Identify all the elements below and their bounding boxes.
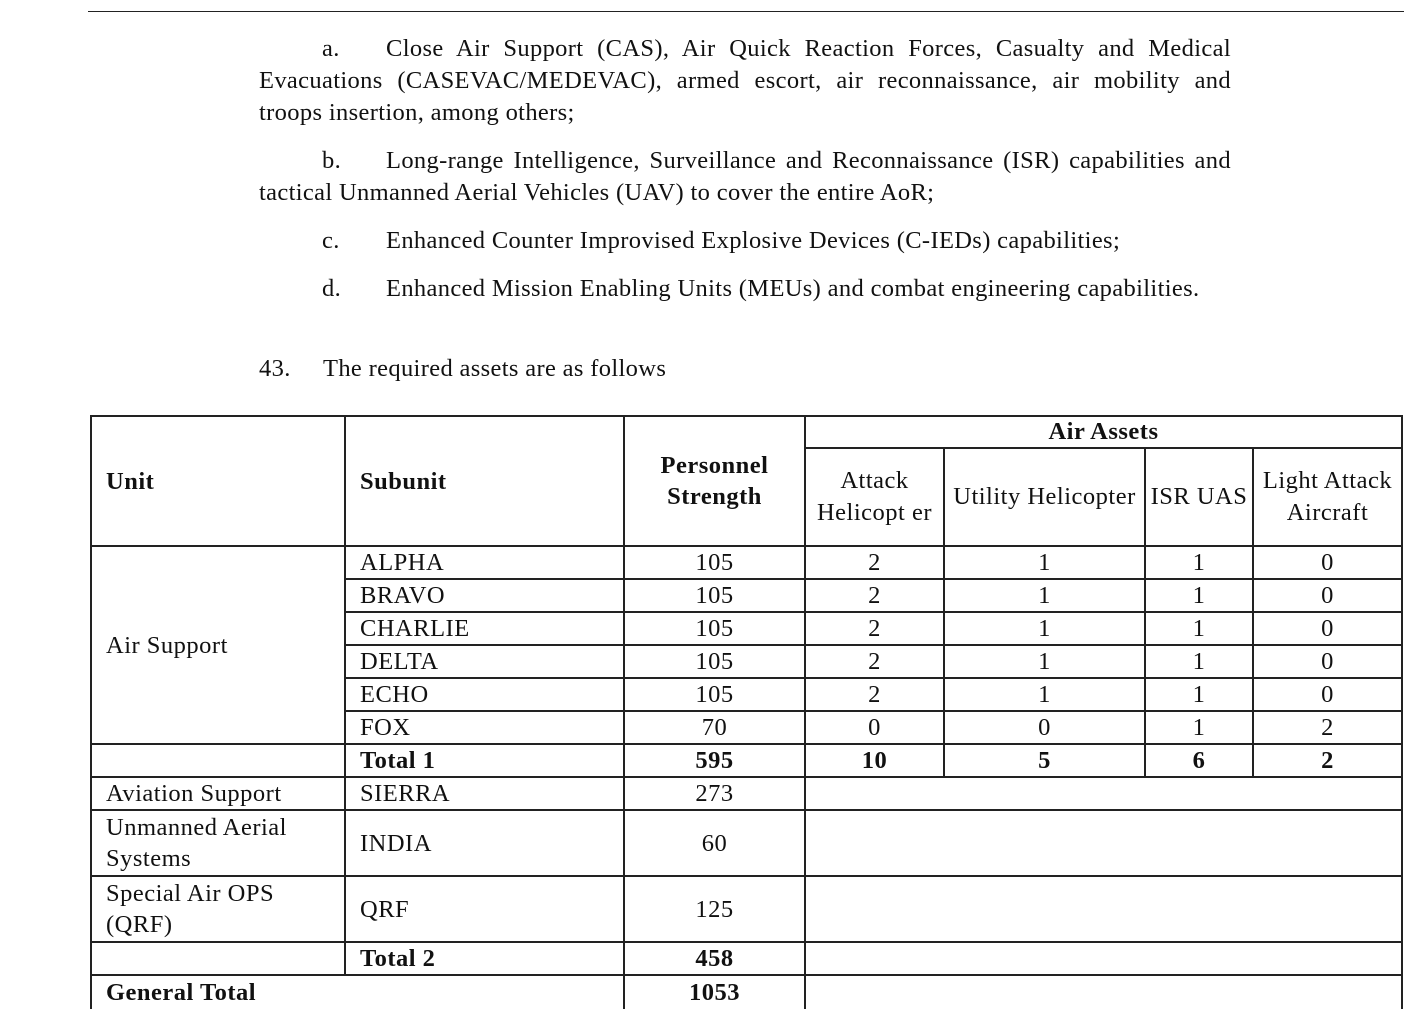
total-2-row bbox=[91, 942, 1402, 975]
personnel-cell: 105 bbox=[624, 612, 805, 645]
isr-uas-cell: 1 bbox=[1145, 645, 1253, 678]
table-row bbox=[91, 546, 1402, 579]
subunit-cell: ALPHA bbox=[345, 546, 624, 579]
paragraph-b bbox=[259, 145, 1231, 209]
empty-assets-cell bbox=[805, 777, 1402, 810]
isr-uas-cell: 1 bbox=[1145, 546, 1253, 579]
subunit-cell: BRAVO bbox=[345, 579, 624, 612]
total-1-utility-helicopter: 5 bbox=[944, 744, 1145, 777]
utility-helicopter-cell: 1 bbox=[944, 546, 1145, 579]
utility-helicopter-cell: 1 bbox=[944, 678, 1145, 711]
paragraph-43-text: The required assets are as follows bbox=[323, 355, 667, 382]
light-attack-cell: 2 bbox=[1253, 711, 1402, 744]
light-attack-cell: 0 bbox=[1253, 612, 1402, 645]
header-unit: Unit bbox=[91, 416, 345, 546]
personnel-cell: 105 bbox=[624, 678, 805, 711]
total-1-row bbox=[91, 744, 1402, 777]
empty-assets-cell bbox=[805, 942, 1402, 975]
personnel-cell: 70 bbox=[624, 711, 805, 744]
table-row bbox=[91, 876, 1402, 942]
empty-unit-cell bbox=[91, 942, 345, 975]
header-attack-helicopter: Attack Helicopt er bbox=[805, 448, 944, 546]
utility-helicopter-cell: 1 bbox=[944, 645, 1145, 678]
general-total-label: General Total bbox=[91, 975, 624, 1009]
subunit-cell: CHARLIE bbox=[345, 612, 624, 645]
empty-assets-cell bbox=[805, 810, 1402, 876]
total-2-personnel: 458 bbox=[624, 942, 805, 975]
header-personnel-strength: Personnel Strength bbox=[624, 416, 805, 546]
table-row bbox=[91, 777, 1402, 810]
empty-assets-cell bbox=[805, 876, 1402, 942]
paragraph-c bbox=[259, 225, 1231, 257]
paragraph-c-text: Enhanced Counter Improvised Explosive Devices (C-IEDs) capabilities; bbox=[386, 227, 1121, 254]
paragraph-d-text: Enhanced Mission Enabling Units (MEUs) and combat engineering capabilities. bbox=[386, 275, 1200, 302]
paragraph-b-label: b. bbox=[322, 147, 342, 174]
personnel-cell: 105 bbox=[624, 579, 805, 612]
subunit-cell: FOX bbox=[345, 711, 624, 744]
paragraph-d-label: d. bbox=[322, 275, 342, 302]
attack-helicopter-cell: 2 bbox=[805, 579, 944, 612]
subunit-cell: QRF bbox=[345, 876, 624, 942]
total-1-light-attack: 2 bbox=[1253, 744, 1402, 777]
paragraph-a-text: Close Air Support (CAS), Air Quick Reaction Forces, Casualty and Medical Evacuations (CASEVAC/MEDEVAC), armed escort, air reconnaissance, air mobility and troops insertion, among others; bbox=[259, 35, 1231, 126]
isr-uas-cell: 1 bbox=[1145, 579, 1253, 612]
personnel-cell: 105 bbox=[624, 546, 805, 579]
paragraph-43 bbox=[259, 353, 1231, 385]
header-light-attack-aircraft: Light Attack Aircraft bbox=[1253, 448, 1402, 546]
attack-helicopter-cell: 0 bbox=[805, 711, 944, 744]
subunit-cell: INDIA bbox=[345, 810, 624, 876]
light-attack-cell: 0 bbox=[1253, 579, 1402, 612]
attack-helicopter-cell: 2 bbox=[805, 678, 944, 711]
attack-helicopter-cell: 2 bbox=[805, 612, 944, 645]
general-total-personnel: 1053 bbox=[624, 975, 805, 1009]
total-1-personnel: 595 bbox=[624, 744, 805, 777]
total-2-label: Total 2 bbox=[345, 942, 624, 975]
empty-assets-cell bbox=[805, 975, 1402, 1009]
paragraph-c-label: c. bbox=[322, 227, 340, 254]
subunit-cell: DELTA bbox=[345, 645, 624, 678]
header-subunit: Subunit bbox=[345, 416, 624, 546]
total-1-isr-uas: 6 bbox=[1145, 744, 1253, 777]
personnel-cell: 60 bbox=[624, 810, 805, 876]
empty-unit-cell bbox=[91, 744, 345, 777]
light-attack-cell: 0 bbox=[1253, 546, 1402, 579]
attack-helicopter-cell: 2 bbox=[805, 546, 944, 579]
paragraph-b-text: Long-range Intelligence, Surveillance and Reconnaissance (ISR) capabilities and tactical Unmanned Aerial Vehicles (UAV) to cover the entire AoR; bbox=[259, 147, 1231, 206]
unit-cell: Unmanned Aerial Systems bbox=[91, 810, 345, 876]
personnel-cell: 273 bbox=[624, 777, 805, 810]
paragraph-a-label: a. bbox=[322, 35, 340, 62]
utility-helicopter-cell: 1 bbox=[944, 579, 1145, 612]
unit-air-support: Air Support bbox=[91, 546, 345, 744]
isr-uas-cell: 1 bbox=[1145, 612, 1253, 645]
light-attack-cell: 0 bbox=[1253, 645, 1402, 678]
subunit-cell: SIERRA bbox=[345, 777, 624, 810]
isr-uas-cell: 1 bbox=[1145, 678, 1253, 711]
attack-helicopter-cell: 2 bbox=[805, 645, 944, 678]
paragraph-a bbox=[259, 33, 1231, 129]
total-1-label: Total 1 bbox=[345, 744, 624, 777]
light-attack-cell: 0 bbox=[1253, 678, 1402, 711]
unit-cell: Aviation Support bbox=[91, 777, 345, 810]
header-utility-helicopter: Utility Helicopter bbox=[944, 448, 1145, 546]
paragraph-43-number: 43. bbox=[259, 355, 291, 382]
header-isr-uas: ISR UAS bbox=[1145, 448, 1253, 546]
unit-cell: Special Air OPS (QRF) bbox=[91, 876, 345, 942]
total-1-attack-helicopter: 10 bbox=[805, 744, 944, 777]
utility-helicopter-cell: 0 bbox=[944, 711, 1145, 744]
paragraph-d bbox=[259, 273, 1231, 305]
assets-table bbox=[90, 415, 1403, 1009]
personnel-cell: 105 bbox=[624, 645, 805, 678]
personnel-cell: 125 bbox=[624, 876, 805, 942]
subunit-cell: ECHO bbox=[345, 678, 624, 711]
utility-helicopter-cell: 1 bbox=[944, 612, 1145, 645]
top-divider bbox=[88, 11, 1404, 12]
header-air-assets: Air Assets bbox=[805, 416, 1402, 448]
isr-uas-cell: 1 bbox=[1145, 711, 1253, 744]
general-total-row bbox=[91, 975, 1402, 1009]
table-row bbox=[91, 810, 1402, 876]
